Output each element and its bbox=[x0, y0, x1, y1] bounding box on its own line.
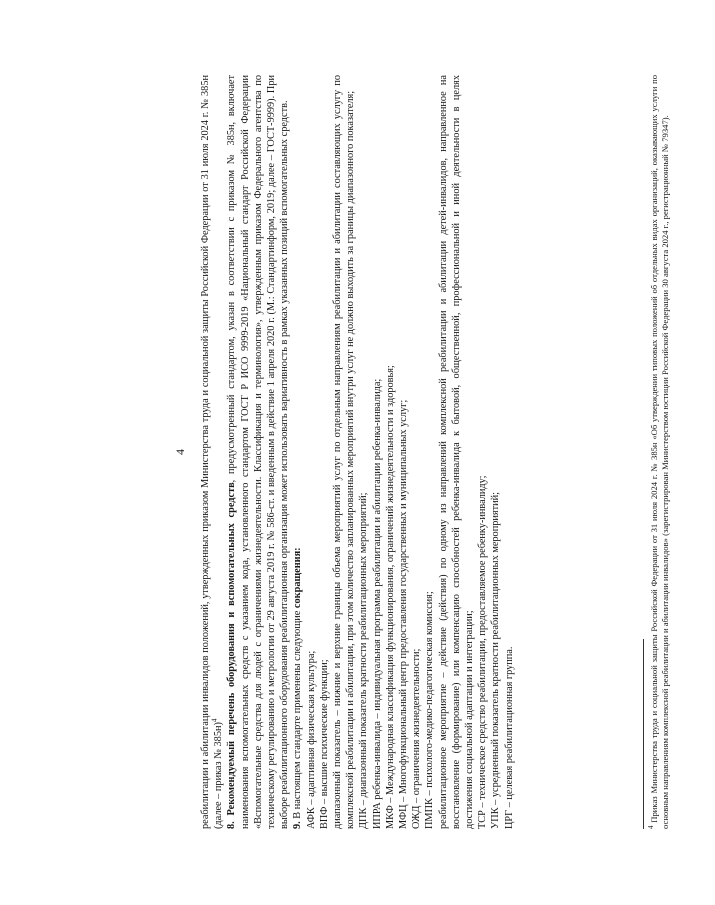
abbreviation-item: ЦРГ – целевая реабилитационная группа. bbox=[503, 646, 515, 829]
document-page bbox=[165, 57, 715, 847]
abbreviation-item: ДПК – диапазонный показатель кратности реабилитационных мероприятий; bbox=[358, 492, 370, 829]
abbreviation-item: МФЦ – Многофункциональный центр предоставления государственных и муниципальных услуг; bbox=[398, 399, 410, 829]
section-heading-9: 9. bbox=[292, 821, 304, 829]
paragraph-intro bbox=[199, 75, 225, 829]
abbreviation-item: диапазонный показатель – нижние и верхние границы объема мероприятий услуг по отдельным направлениям реабилитации и абилитации составляющих услугу по комплексной реабилитации и абилитации, при этом количество запланированных мероприятий внутри услуг не должно выходить за границы диапазонного показателя; bbox=[332, 75, 357, 829]
paragraph-8 bbox=[225, 75, 291, 829]
abbreviations-label: сокращения: bbox=[292, 547, 304, 609]
paragraph-9 bbox=[291, 75, 304, 829]
paragraph-text: реабилитации и абилитации инвалидов положений, утвержденных приказом Министерства труда и социальной защиты Российской Федерации от 31 июля 2024 г. № 385н (далее – приказ № 385н) bbox=[200, 75, 225, 829]
abbreviation-item: ОЖД – ограничения жизнедеятельности; bbox=[411, 648, 423, 829]
abbreviation-item: ИПРА ребенка-инвалида – индивидуальная программа реабилитации и абилитации ребенка-инвалида; bbox=[371, 378, 383, 829]
footnote-reference: 4 bbox=[210, 718, 219, 723]
body-text bbox=[199, 75, 516, 829]
paragraph-text: В настоящем стандарте применены следующие bbox=[292, 608, 304, 822]
footnote-divider bbox=[643, 639, 644, 829]
paragraph-text: , предусмотренный стандартом, указан в соответствии с приказом № 385н, включает наименования вспомогательных средств с указанием кода, установленного стандартом ГОСТ Р ИСО 9999-2019 «Национальный стандарт Российской Федерации «Вспомогательные средства для людей с ограничениями жизнедеятельности. Классификация и терминология», утвержденным приказом Федерального агентства по техническому регулированию и метрологии от 29 августа 2019 г. № 586-ст. и введенным в действие 1 апреля 2020 г. (М.: Стандартинформ, 2019; далее – ГОСТ-9999). При выборе реабилитационного оборудования реабилитационная организация может использовать вариативность в рамках указанных позиций вспомогательных средств. bbox=[226, 75, 291, 829]
abbreviation-item: ТСР – техническое средство реабилитации, предоставляемое ребенку-инвалиду; bbox=[477, 475, 489, 829]
abbreviation-item: УПК – усредненный показатель кратности реабилитационных мероприятий; bbox=[490, 492, 502, 829]
abbreviation-item: ПМПК – психолого-медико-педагогическая комиссия; bbox=[424, 591, 436, 829]
footnote-mark: 4 bbox=[647, 825, 656, 829]
abbreviation-item: реабилитационное мероприятие – действие (действия) по одному из направлений комплексной реабилитации и абилитации детей-инвалидов, направленное на восстановление (формирование) или компенсацию способностей ребенка-инвалида к бытовой, общественной, профессиональной и иной деятельности в целях достижения социальной адаптации и интеграции; bbox=[437, 75, 476, 829]
footnote bbox=[649, 75, 671, 829]
abbreviation-item: МКФ – Международная классификация функционирования, ограничений жизнедеятельности и здоровья; bbox=[384, 365, 396, 829]
abbreviation-item: ВПФ – высшие психические функции; bbox=[318, 659, 330, 829]
page-number: 4 bbox=[173, 449, 187, 455]
abbreviation-item: АФК – адаптивная физическая культура; bbox=[305, 650, 317, 829]
footnote-text: Приказ Министерства труда и социальной защиты Российской Федерации от 31 июля 2024 г. № 385н «Об утверждении типовых положений об отдельных видах организаций, оказывающих услуги по основным направлениям комплексной реабилитации и абилитации инвалидов» (зарегистрирован Министерством юстиции Российской Федерации 30 августа 2024 г., регистрационный № 79347). bbox=[649, 75, 670, 829]
section-heading-8: 8. Рекомендуемый перечень оборудования и вспомогательных средств bbox=[226, 482, 238, 829]
